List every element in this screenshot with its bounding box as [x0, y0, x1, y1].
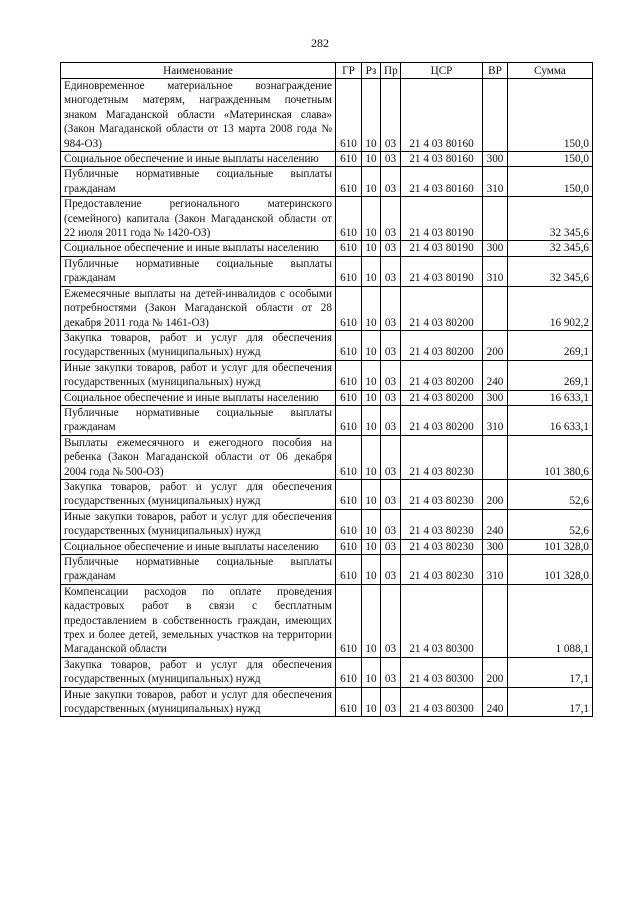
cell-vr: 300	[483, 390, 508, 405]
cell-name: Единовременное материальное вознаграждение многодетным матерям, награжденным почетным знаком Магаданской области «Материнская слава» (Закон Магаданской области от 13 марта 2008 года № 984-ОЗ)	[61, 79, 336, 152]
cell-gr: 610	[336, 360, 362, 390]
cell-sum: 150,0	[508, 79, 593, 152]
cell-name: Закупка товаров, работ и услуг для обеспечения государственных (муниципальных) нужд	[61, 479, 336, 509]
cell-csr: 21 4 03 80200	[401, 330, 483, 360]
cell-gr: 610	[336, 435, 362, 479]
cell-rz: 10	[362, 167, 381, 197]
cell-gr: 610	[336, 539, 362, 554]
table-row	[61, 390, 593, 405]
cell-pr: 03	[381, 479, 401, 509]
cell-rz: 10	[362, 360, 381, 390]
cell-sum: 32 345,6	[508, 197, 593, 241]
cell-pr: 03	[381, 330, 401, 360]
cell-vr	[483, 286, 508, 330]
table-row	[61, 584, 593, 657]
cell-pr: 03	[381, 167, 401, 197]
cell-rz: 10	[362, 197, 381, 241]
table-row	[61, 479, 593, 509]
table-row	[61, 539, 593, 554]
cell-csr: 21 4 03 80300	[401, 584, 483, 657]
cell-pr: 03	[381, 360, 401, 390]
cell-sum: 101 328,0	[508, 555, 593, 585]
cell-vr	[483, 584, 508, 657]
cell-gr: 610	[336, 657, 362, 687]
cell-pr: 03	[381, 390, 401, 405]
column-header-vr: ВР	[483, 63, 508, 79]
page-number: 282	[311, 36, 329, 50]
cell-pr: 03	[381, 539, 401, 554]
cell-name: Выплаты ежемесячного и ежегодного пособия на ребенка (Закон Магаданской области от 06 декабря 2004 года № 500-ОЗ)	[61, 435, 336, 479]
cell-csr: 21 4 03 80230	[401, 555, 483, 585]
table-row	[61, 687, 593, 717]
cell-pr: 03	[381, 435, 401, 479]
cell-csr: 21 4 03 80190	[401, 241, 483, 256]
cell-pr: 03	[381, 687, 401, 717]
cell-sum: 17,1	[508, 657, 593, 687]
table-row	[61, 555, 593, 585]
cell-gr: 610	[336, 286, 362, 330]
cell-name: Социальное обеспечение и иные выплаты населению	[61, 539, 336, 554]
cell-vr: 200	[483, 657, 508, 687]
cell-gr: 610	[336, 79, 362, 152]
cell-name: Иные закупки товаров, работ и услуг для обеспечения государственных (муниципальных) нужд	[61, 509, 336, 539]
cell-sum: 1 088,1	[508, 584, 593, 657]
cell-vr: 310	[483, 405, 508, 435]
cell-vr: 310	[483, 167, 508, 197]
cell-gr: 610	[336, 167, 362, 197]
cell-rz: 10	[362, 435, 381, 479]
cell-vr	[483, 435, 508, 479]
cell-pr: 03	[381, 405, 401, 435]
table-row	[61, 286, 593, 330]
table-row	[61, 330, 593, 360]
cell-gr: 610	[336, 584, 362, 657]
cell-vr: 240	[483, 687, 508, 717]
cell-gr: 610	[336, 241, 362, 256]
cell-name: Публичные нормативные социальные выплаты гражданам	[61, 256, 336, 286]
table-row	[61, 657, 593, 687]
cell-rz: 10	[362, 286, 381, 330]
cell-csr: 21 4 03 80200	[401, 286, 483, 330]
cell-csr: 21 4 03 80230	[401, 479, 483, 509]
cell-name: Иные закупки товаров, работ и услуг для обеспечения государственных (муниципальных) нужд	[61, 360, 336, 390]
cell-rz: 10	[362, 330, 381, 360]
cell-vr	[483, 197, 508, 241]
cell-vr: 240	[483, 509, 508, 539]
cell-pr: 03	[381, 241, 401, 256]
cell-csr: 21 4 03 80160	[401, 167, 483, 197]
cell-rz: 10	[362, 509, 381, 539]
cell-csr: 21 4 03 80190	[401, 256, 483, 286]
cell-rz: 10	[362, 657, 381, 687]
cell-vr: 300	[483, 152, 508, 167]
column-header-name: Наименование	[61, 63, 336, 79]
cell-vr: 200	[483, 479, 508, 509]
cell-rz: 10	[362, 79, 381, 152]
cell-rz: 10	[362, 539, 381, 554]
table-row	[61, 435, 593, 479]
cell-rz: 10	[362, 256, 381, 286]
cell-gr: 610	[336, 330, 362, 360]
cell-vr: 310	[483, 555, 508, 585]
cell-vr	[483, 79, 508, 152]
cell-csr: 21 4 03 80300	[401, 657, 483, 687]
cell-csr: 21 4 03 80160	[401, 79, 483, 152]
cell-sum: 150,0	[508, 152, 593, 167]
column-header-rz: Рз	[362, 63, 381, 79]
budget-table	[60, 62, 593, 717]
table-row	[61, 241, 593, 256]
cell-name: Социальное обеспечение и иные выплаты населению	[61, 241, 336, 256]
cell-name: Иные закупки товаров, работ и услуг для обеспечения государственных (муниципальных) нужд	[61, 687, 336, 717]
cell-gr: 610	[336, 509, 362, 539]
cell-sum: 101 380,6	[508, 435, 593, 479]
cell-rz: 10	[362, 405, 381, 435]
table-row	[61, 405, 593, 435]
cell-pr: 03	[381, 555, 401, 585]
cell-sum: 16 633,1	[508, 405, 593, 435]
cell-name: Предоставление регионального материнского (семейного) капитала (Закон Магаданской области от 22 июля 2011 года № 1420-ОЗ)	[61, 197, 336, 241]
cell-csr: 21 4 03 80230	[401, 539, 483, 554]
cell-gr: 610	[336, 555, 362, 585]
cell-name: Публичные нормативные социальные выплаты гражданам	[61, 167, 336, 197]
cell-sum: 52,6	[508, 479, 593, 509]
cell-csr: 21 4 03 80190	[401, 197, 483, 241]
cell-rz: 10	[362, 241, 381, 256]
cell-pr: 03	[381, 657, 401, 687]
cell-gr: 610	[336, 390, 362, 405]
cell-csr: 21 4 03 80200	[401, 390, 483, 405]
cell-pr: 03	[381, 152, 401, 167]
cell-rz: 10	[362, 390, 381, 405]
cell-vr: 200	[483, 330, 508, 360]
column-header-gr: ГР	[336, 63, 362, 79]
cell-rz: 10	[362, 555, 381, 585]
table-row	[61, 167, 593, 197]
cell-csr: 21 4 03 80230	[401, 435, 483, 479]
cell-sum: 52,6	[508, 509, 593, 539]
cell-name: Социальное обеспечение и иные выплаты населению	[61, 390, 336, 405]
cell-sum: 32 345,6	[508, 256, 593, 286]
cell-vr: 310	[483, 256, 508, 286]
cell-pr: 03	[381, 79, 401, 152]
cell-gr: 610	[336, 405, 362, 435]
cell-rz: 10	[362, 687, 381, 717]
cell-pr: 03	[381, 256, 401, 286]
cell-name: Ежемесячные выплаты на детей-инвалидов с особыми потребностями (Закон Магаданской области от 28 декабря 2011 года № 1461-ОЗ)	[61, 286, 336, 330]
cell-sum: 269,1	[508, 360, 593, 390]
column-header-csr: ЦСР	[401, 63, 483, 79]
cell-csr: 21 4 03 80300	[401, 687, 483, 717]
table-row	[61, 197, 593, 241]
column-header-pr: Пр	[381, 63, 401, 79]
cell-name: Социальное обеспечение и иные выплаты населению	[61, 152, 336, 167]
cell-sum: 16 633,1	[508, 390, 593, 405]
cell-gr: 610	[336, 256, 362, 286]
cell-sum: 32 345,6	[508, 241, 593, 256]
cell-csr: 21 4 03 80230	[401, 509, 483, 539]
cell-csr: 21 4 03 80160	[401, 152, 483, 167]
cell-pr: 03	[381, 509, 401, 539]
table-row	[61, 509, 593, 539]
table-row	[61, 256, 593, 286]
table-row	[61, 360, 593, 390]
cell-rz: 10	[362, 479, 381, 509]
cell-sum: 101 328,0	[508, 539, 593, 554]
cell-csr: 21 4 03 80200	[401, 405, 483, 435]
cell-gr: 610	[336, 152, 362, 167]
cell-name: Закупка товаров, работ и услуг для обеспечения государственных (муниципальных) нужд	[61, 330, 336, 360]
cell-pr: 03	[381, 286, 401, 330]
cell-sum: 16 902,2	[508, 286, 593, 330]
table-row	[61, 79, 593, 152]
cell-csr: 21 4 03 80200	[401, 360, 483, 390]
cell-vr: 240	[483, 360, 508, 390]
table-header-row	[61, 63, 593, 79]
column-header-sum: Сумма	[508, 63, 593, 79]
cell-sum: 17,1	[508, 687, 593, 717]
cell-sum: 150,0	[508, 167, 593, 197]
cell-sum: 269,1	[508, 330, 593, 360]
table-row	[61, 152, 593, 167]
cell-rz: 10	[362, 152, 381, 167]
cell-name: Публичные нормативные социальные выплаты гражданам	[61, 405, 336, 435]
cell-vr: 300	[483, 241, 508, 256]
cell-name: Компенсации расходов по оплате проведения кадастровых работ в связи с бесплатным предоставлением в собственность граждан, имеющих трех и более детей, земельных участков на территории Магаданской области	[61, 584, 336, 657]
cell-rz: 10	[362, 584, 381, 657]
cell-gr: 610	[336, 687, 362, 717]
cell-vr: 300	[483, 539, 508, 554]
cell-name: Закупка товаров, работ и услуг для обеспечения государственных (муниципальных) нужд	[61, 657, 336, 687]
cell-name: Публичные нормативные социальные выплаты гражданам	[61, 555, 336, 585]
cell-pr: 03	[381, 197, 401, 241]
cell-gr: 610	[336, 197, 362, 241]
cell-pr: 03	[381, 584, 401, 657]
cell-gr: 610	[336, 479, 362, 509]
